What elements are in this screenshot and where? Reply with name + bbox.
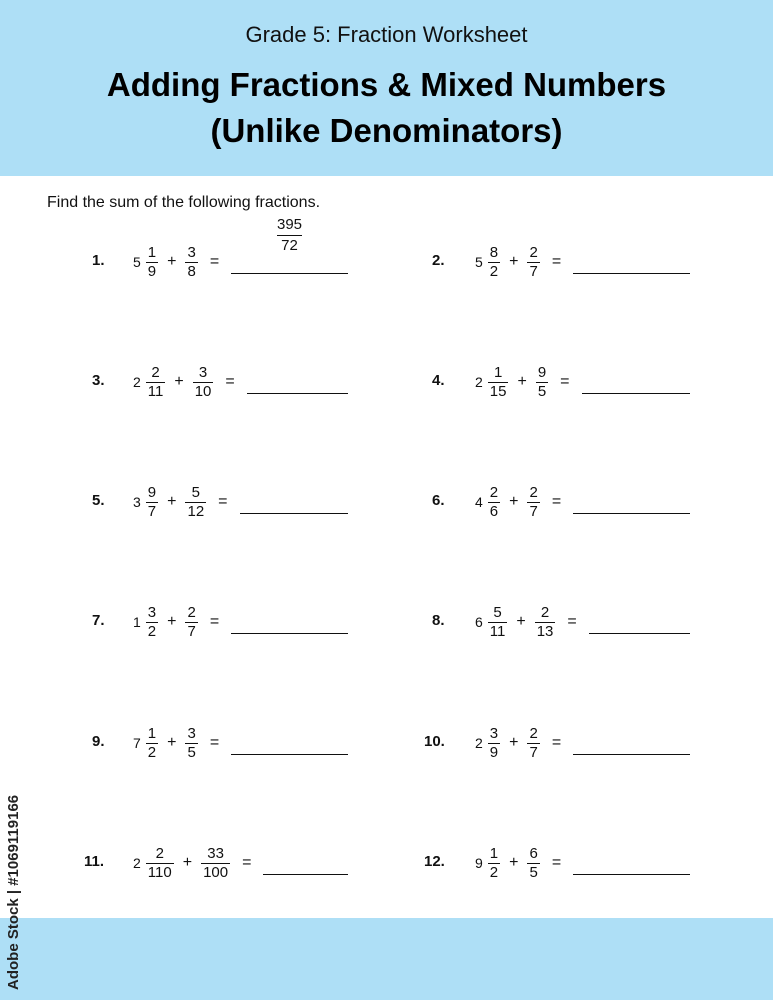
numerator: 5 <box>191 483 200 501</box>
denominator: 5 <box>529 863 538 881</box>
plus-sign: + <box>182 854 193 871</box>
denominator: 110 <box>147 863 172 881</box>
answer-numerator: 395 <box>277 216 303 233</box>
title-line-1: Adding Fractions & Mixed Numbers <box>106 66 667 103</box>
answer-line[interactable] <box>589 633 690 634</box>
answer-line[interactable] <box>582 393 690 394</box>
answer-line[interactable] <box>573 754 690 755</box>
fraction-expression <box>475 833 571 893</box>
equals-sign: = <box>551 854 562 871</box>
whole-number: 3 <box>133 494 141 510</box>
numerator: 3 <box>198 363 208 381</box>
plus-sign: + <box>509 493 519 510</box>
problem-number: 1. <box>92 252 105 269</box>
plus-sign: + <box>509 854 519 871</box>
numerator: 9 <box>147 483 157 501</box>
denominator: 2 <box>489 863 499 881</box>
whole-number: 2 <box>133 374 141 390</box>
watermark-text: Adobe Stock | #1069119166 <box>5 794 22 990</box>
fraction-expression <box>475 472 571 532</box>
problem-number: 7. <box>92 612 105 629</box>
denominator: 8 <box>187 262 196 280</box>
numerator: 1 <box>489 844 499 862</box>
problem-number: 8. <box>432 612 445 629</box>
answer-line[interactable] <box>573 874 690 875</box>
problem-number: 4. <box>432 372 445 389</box>
denominator: 7 <box>529 262 538 280</box>
numerator: 2 <box>529 483 538 501</box>
denominator: 15 <box>489 382 507 400</box>
denominator: 7 <box>147 502 157 520</box>
fraction-b <box>535 604 556 641</box>
fraction-expression <box>475 713 571 773</box>
fraction-a <box>488 244 500 281</box>
worksheet-header <box>0 0 773 176</box>
equals-sign: = <box>218 493 228 510</box>
denominator: 5 <box>537 382 547 400</box>
title-line-2: (Unlike Denominators) <box>210 112 563 149</box>
equals-sign: = <box>551 253 562 270</box>
problem-number: 5. <box>92 492 105 509</box>
instruction-text: Find the sum of the following fractions. <box>47 194 321 211</box>
equals-sign: = <box>225 373 235 390</box>
numerator: 5 <box>493 603 502 621</box>
problem-6 <box>0 472 773 532</box>
plus-sign: + <box>167 493 177 510</box>
equals-sign: = <box>209 613 220 630</box>
problem-number: 2. <box>432 252 445 269</box>
denominator: 10 <box>194 382 212 400</box>
whole-number: 4 <box>475 494 483 510</box>
numerator: 9 <box>537 363 547 381</box>
whole-number: 9 <box>475 855 483 871</box>
whole-number: 2 <box>475 374 483 390</box>
equals-sign: = <box>209 734 220 751</box>
numerator: 2 <box>529 724 538 742</box>
answer-line[interactable] <box>573 273 690 274</box>
denominator: 6 <box>489 502 499 520</box>
equals-sign: = <box>551 493 562 510</box>
plus-sign: + <box>509 253 519 270</box>
plus-sign: + <box>167 613 177 630</box>
fraction-expression <box>475 592 587 652</box>
numerator: 1 <box>493 363 503 381</box>
denominator: 5 <box>187 743 196 761</box>
fraction-a <box>488 364 509 401</box>
equals-sign: = <box>209 253 220 270</box>
numerator: 3 <box>489 724 499 742</box>
numerator: 8 <box>489 243 499 261</box>
denominator: 13 <box>536 622 554 640</box>
plus-sign: + <box>517 373 527 390</box>
numerator: 3 <box>187 243 196 261</box>
denominator: 2 <box>147 622 157 640</box>
worksheet-footer <box>0 918 773 1000</box>
problem-number: 10. <box>424 733 445 750</box>
fraction-b <box>527 484 539 521</box>
equals-sign: = <box>242 854 252 871</box>
plus-sign: + <box>516 613 526 630</box>
numerator: 1 <box>147 724 157 742</box>
problem-10 <box>0 713 773 773</box>
fraction-b <box>536 364 548 401</box>
denominator: 7 <box>529 743 538 761</box>
numerator: 3 <box>187 724 196 742</box>
fraction-b <box>527 845 539 882</box>
numerator: 2 <box>151 363 160 381</box>
whole-number: 5 <box>133 254 141 270</box>
denominator: 11 <box>489 622 506 640</box>
fraction-b <box>527 725 539 762</box>
whole-number: 6 <box>475 614 483 630</box>
denominator: 11 <box>147 382 164 400</box>
fraction-a <box>488 725 500 762</box>
equals-sign: = <box>567 613 577 630</box>
whole-number: 5 <box>475 254 483 270</box>
fraction-a <box>488 604 508 641</box>
plus-sign: + <box>167 734 177 751</box>
answer-line[interactable] <box>573 513 690 514</box>
fraction-expression <box>475 232 571 292</box>
numerator: 2 <box>489 483 499 501</box>
plus-sign: + <box>174 373 184 390</box>
problem-4 <box>0 352 773 412</box>
fraction-b <box>527 244 539 281</box>
denominator: 9 <box>489 743 499 761</box>
numerator: 2 <box>540 603 550 621</box>
problem-8 <box>0 592 773 652</box>
denominator: 9 <box>147 262 157 280</box>
problem-12 <box>0 833 773 893</box>
plus-sign: + <box>167 253 177 270</box>
denominator: 7 <box>187 622 196 640</box>
plus-sign: + <box>509 734 519 751</box>
denominator: 2 <box>147 743 157 761</box>
denominator: 100 <box>203 863 229 881</box>
problem-number: 11. <box>84 853 105 870</box>
watermark <box>5 760 29 990</box>
worksheet-subtitle: Grade 5: Fraction Worksheet <box>245 22 528 47</box>
numerator: 1 <box>147 243 157 261</box>
numerator: 3 <box>147 603 157 621</box>
fraction-a <box>488 484 500 521</box>
whole-number: 1 <box>133 614 141 630</box>
numerator: 2 <box>187 603 196 621</box>
whole-number: 7 <box>133 735 141 751</box>
problem-2 <box>0 232 773 292</box>
whole-number: 2 <box>475 735 483 751</box>
equals-sign: = <box>560 373 570 390</box>
problem-number: 12. <box>424 853 445 870</box>
numerator: 6 <box>529 844 538 862</box>
worksheet-title <box>0 62 773 154</box>
numerator: 2 <box>155 844 164 862</box>
numerator: 33 <box>207 844 224 862</box>
denominator: 12 <box>187 502 205 520</box>
problem-number: 6. <box>432 492 445 509</box>
problem-number: 9. <box>92 733 105 750</box>
problem-number: 3. <box>92 372 105 389</box>
equals-sign: = <box>551 734 562 751</box>
answer-denominator: 72 <box>281 237 298 254</box>
denominator: 7 <box>529 502 538 520</box>
numerator: 2 <box>529 243 538 261</box>
fraction-a <box>488 845 500 882</box>
whole-number: 2 <box>133 855 141 871</box>
fraction-expression <box>475 352 580 412</box>
denominator: 2 <box>489 262 499 280</box>
